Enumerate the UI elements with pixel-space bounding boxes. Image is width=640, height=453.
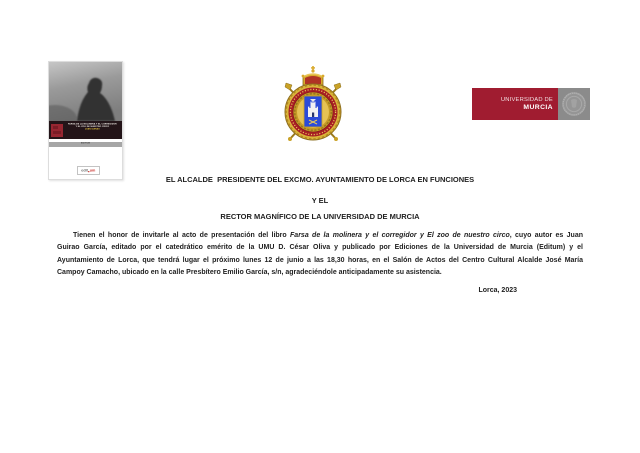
editum-logo-text-1: edit — [81, 168, 89, 173]
lorca-coat-of-arms-icon — [277, 63, 349, 147]
cover-author: JUAN GUIRAO — [85, 128, 100, 131]
umu-seal-icon — [558, 88, 590, 120]
paragraph-line: Guirao García, editado por el catedrático emérito de la UMU D. César Oliva y publicado por Ediciones de la Universidad de Murcia (Editum) y el — [57, 244, 583, 252]
cover-collection-strip — [49, 142, 122, 147]
universidad-de-murcia-logo — [472, 88, 590, 120]
cover-band-logo — [51, 124, 63, 137]
editum-logo — [77, 166, 100, 175]
invitation-paragraph — [57, 230, 583, 279]
closing-place-date: Lorca, 2023 — [478, 287, 517, 294]
book-cover-image — [48, 61, 123, 180]
umu-logo-line1: UNIVERSIDAD DE — [500, 97, 553, 103]
cover-photo — [49, 62, 122, 121]
cover-strip-text: EDITUM — [81, 141, 91, 144]
crown — [302, 66, 325, 85]
umu-logo-line2: MURCIA — [523, 103, 553, 111]
cover-title-line2: Y EL ZOO DE NUESTRO CIRCO — [75, 125, 110, 129]
editum-logo-text-2: um — [89, 168, 96, 173]
paragraph-line: Campoy Camacho, ubicado en la calle Presbítero Emilio García, s/n, agradeciéndole anticipadamente su asistencia. — [57, 268, 442, 276]
blue-shield-with-castle — [304, 96, 322, 127]
cover-title-line1: FARSA DE LA MOLINERA Y EL CORREGIDOR — [68, 123, 117, 126]
heading-alcalde: EL ALCALDE PRESIDENTE DEL EXCMO. AYUNTAMIENTO DE LORCA EN FUNCIONES — [165, 175, 475, 184]
heading-conjunction: Y EL — [311, 196, 329, 205]
paragraph-line: Ayuntamiento de Lorca, que tendrá lugar el próximo lunes 12 de junio a las 18,30 horas, en el Salón de Actos del Centro Cultural Alcalde José María — [57, 256, 583, 264]
cover-title-band — [49, 121, 122, 139]
umu-logo-wordmark — [472, 88, 558, 120]
silhouette-photo — [49, 62, 122, 121]
paragraph-line: Tienen el honor de invitarle al acto de presentación del libro Farsa de la molinera y el corregidor y El zoo de nuestro circo, cuyo autor es Juan — [73, 232, 583, 239]
heading-rector: RECTOR MAGNÍFICO DE LA UNIVERSIDAD DE MURCIA — [220, 212, 420, 221]
